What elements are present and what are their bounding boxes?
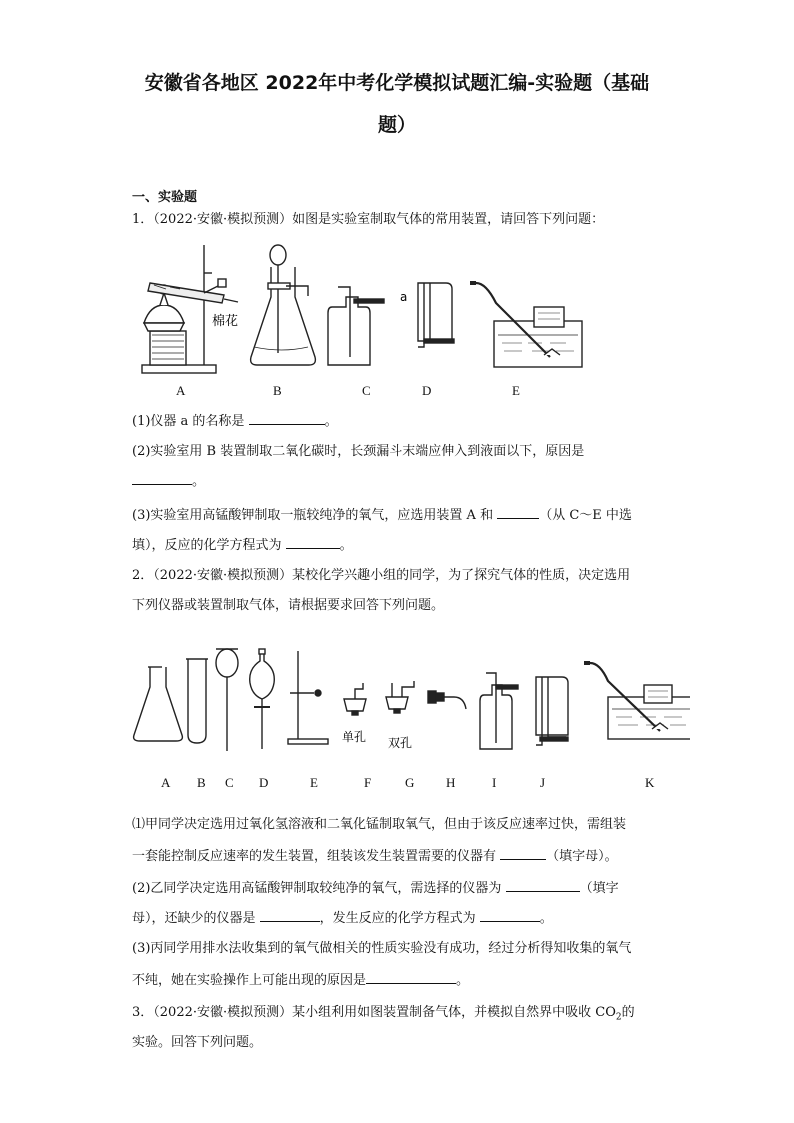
q2-part1-line1: ⑴甲同学决定选用过氧化氢溶液和二氧化锰制取氧气，但由于该反应速率过快，需组装	[132, 817, 627, 832]
q1-part3-cont: 填），反应的化学方程式为 。	[132, 538, 353, 553]
q2-label-a: A	[161, 775, 171, 790]
q1-part3: (3)实验室用高锰酸钾制取一瓶较纯净的氧气，应选用装置 A 和 （从 C～E 中选	[132, 508, 632, 523]
q2-part1-line2: 一套能控制反应速率的发生装置，组装该发生装置需要的仪器有 （填字母）。	[132, 849, 618, 864]
section-heading: 一、实验题	[132, 190, 198, 205]
cotton-label: 棉花	[212, 314, 239, 329]
q2-label-e: E	[310, 775, 318, 790]
double-hole-label: 双孔	[388, 736, 413, 750]
answer-blank[interactable]	[249, 412, 325, 425]
q1-part2-end: 。	[132, 472, 662, 490]
pipe-a-label: a	[400, 290, 408, 304]
q3-stem-1: 3．（2022·安徽·模拟预测）某小组利用如图装置制备气体，并模拟自然界中吸收 $CO_2$的	[132, 1005, 635, 1023]
q2-label-k: K	[645, 775, 655, 790]
q2-label-h: H	[446, 775, 456, 790]
q1-label-d: D	[422, 383, 432, 398]
answer-blank[interactable]	[366, 971, 456, 984]
answer-blank[interactable]	[286, 536, 340, 549]
answer-blank[interactable]	[480, 909, 540, 922]
q2-apparatus-figure	[130, 645, 690, 760]
answer-blank[interactable]	[506, 879, 580, 892]
q1-label-b: B	[273, 383, 282, 398]
q2-stem-1: 2．（2022·安徽·模拟预测）某校化学兴趣小组的同学，为了探究气体的性质，决定选用	[132, 568, 631, 583]
q2-part2-line1: (2)乙同学决定选用高锰酸钾制取较纯净的氧气，需选择的仪器为 （填字	[132, 881, 619, 896]
q1-part2: (2)实验室用 B 装置制取二氧化碳时，长颈漏斗末端应伸入到液面以下，原因是	[132, 444, 585, 459]
q2-label-b: B	[197, 775, 206, 790]
answer-blank[interactable]	[500, 847, 546, 860]
q2-label-i: I	[492, 775, 497, 790]
page-title-line1: 安徽省各地区 2022年中考化学模拟试题汇编-实验题（基础	[144, 72, 650, 94]
q1-label-c: C	[362, 383, 371, 398]
q2-label-f: F	[364, 775, 372, 790]
q2-part2-line2: 母），还缺少的仪器是 ，发生反应的化学方程式为 。	[132, 911, 553, 926]
q2-label-j: J	[540, 775, 546, 790]
answer-blank[interactable]	[260, 909, 320, 922]
single-hole-label: 单孔	[342, 730, 367, 744]
q1-label-a: A	[176, 383, 186, 398]
q1-apparatus-figure	[140, 243, 600, 383]
answer-blank[interactable]	[497, 506, 539, 519]
q2-part3-line2: 不纯，她在实验操作上可能出现的原因是 。	[132, 973, 470, 988]
q2-part3-line1: (3)丙同学用排水法收集到的氧气做相关的性质实验没有成功，经过分析得知收集的氧气	[132, 941, 632, 956]
q1-label-e: E	[512, 383, 520, 398]
q3-stem-2: 实验。回答下列问题。	[132, 1035, 263, 1050]
q2-label-d: D	[259, 775, 269, 790]
q2-label-g: G	[405, 775, 415, 790]
q1-part1: (1)仪器 a 的名称是 。	[132, 414, 338, 429]
q1-stem: 1．（2022·安徽·模拟预测）如图是实验室制取气体的常用装置，请回答下列问题：	[132, 212, 605, 227]
q2-stem-2: 下列仪器或装置制取气体，请根据要求回答下列问题。	[132, 598, 445, 613]
answer-blank[interactable]	[132, 472, 192, 485]
q2-label-c: C	[225, 775, 234, 790]
page-title-line2: 题）	[377, 114, 416, 136]
